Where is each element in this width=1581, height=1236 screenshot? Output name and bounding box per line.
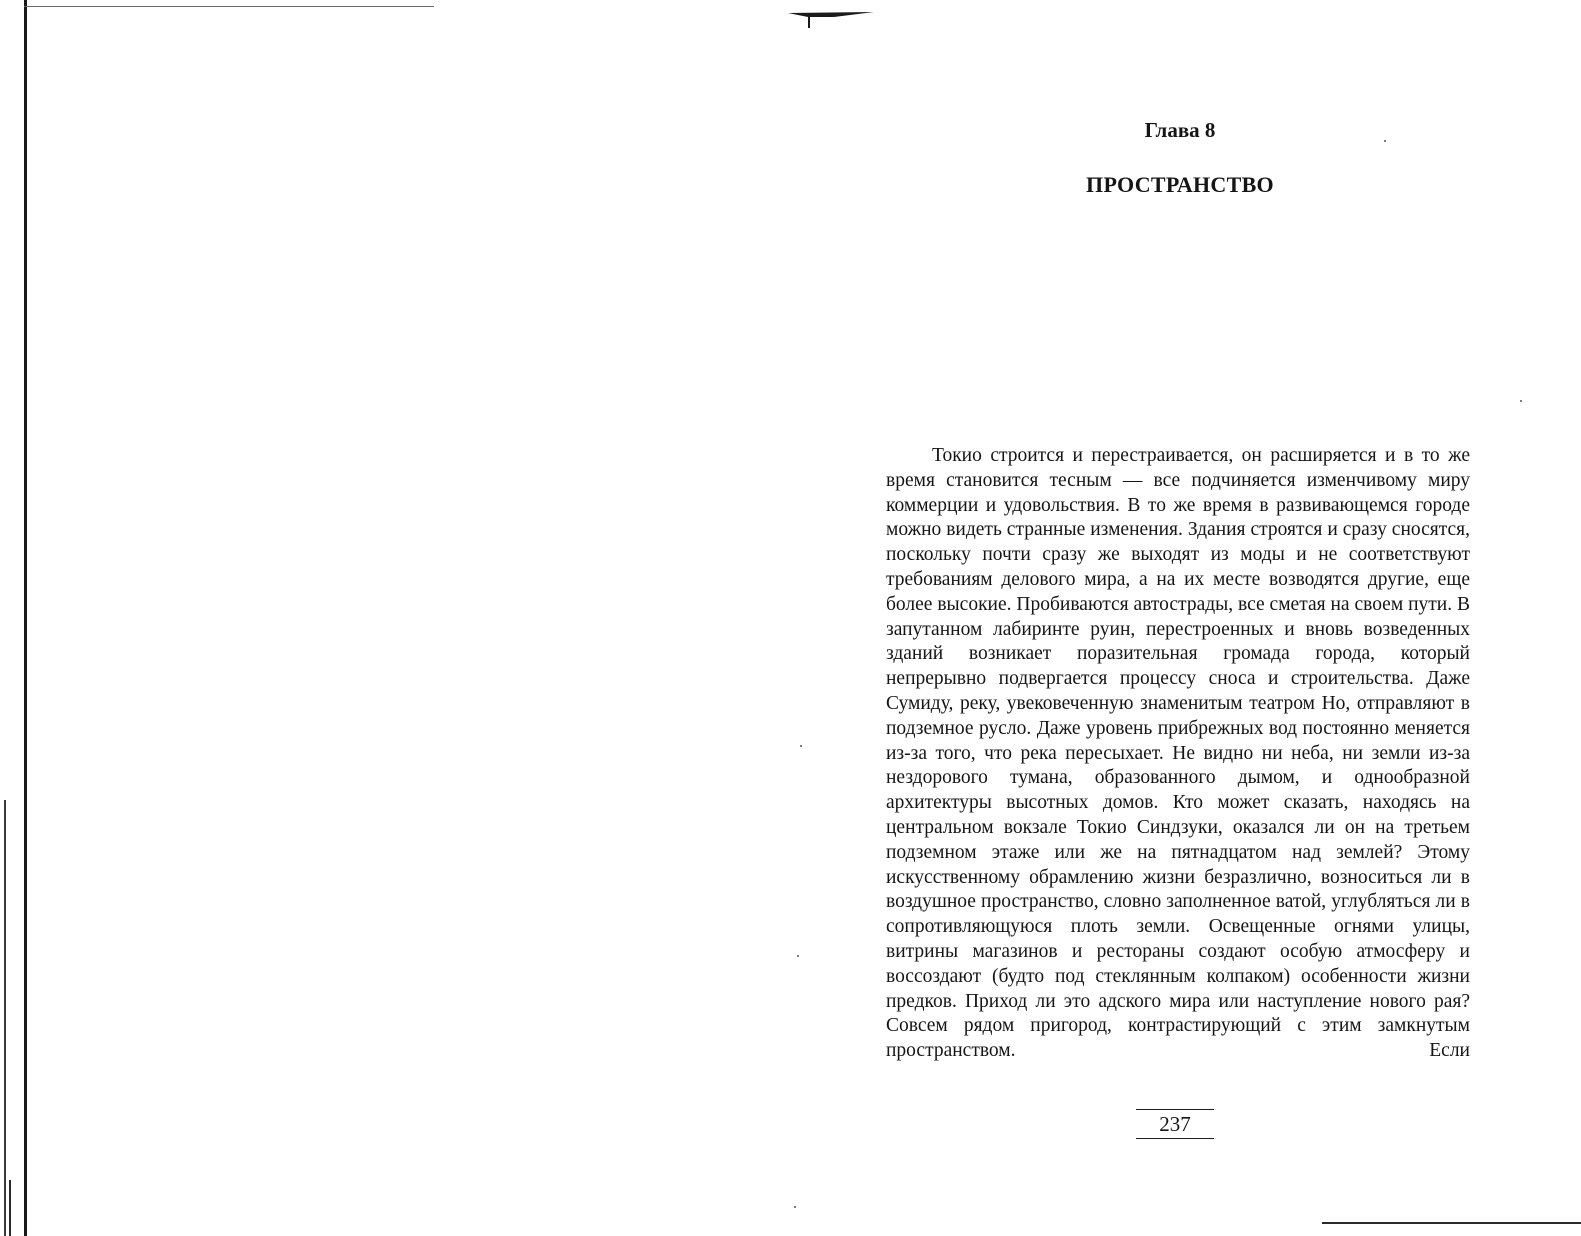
chapter-title: ПРОСТРАНСТВО [1086,172,1274,197]
scan-edge-bottom-left-inner [9,1180,11,1236]
scan-speck [797,955,799,957]
chapter-body-paragraph: Токио строится и перестраивается, он расширяется и в то же время становится тесным — все подчиняется изменчивому миру коммерции и удовольствия. В то же время в развивающемся городе можно видеть странные изменения. Здания строятся и сразу сносятся, поскольку почти сразу же выходят из моды и не соответствуют требованиям делового мира, а на их месте возводятся другие, еще более высокие. Пробиваются автострады, все сметая на своем пути. В запутанном лабиринте руин, перестроенных и вновь возведенных зданий возникает поразительная громада города, который непрерывно подвергается процессу сноса и строительства. Даже Сумиду, реку, увековеченную знаменитым театром Но, отправляют в подземное русло. Даже уровень прибрежных вод постоянно меняется из-за того, что река пересыхает. Не видно ни неба, ни земли из-за нездорового тумана, образованного дымом, и однообразной архитектуры высотных домов. Кто может сказать, находясь на центральном вокзале Токио Синдзуки, оказался ли он на третьем подземном этаже или же на пятнадцатом над землей? Этому искусственному обрамлению жизни безразлично, возноситься ли в воздушное пространство, словно заполненное ватой, углубляться ли в сопротивляющуюся плоть земли. Освещенные огнями улицы, витрины магазинов и рестораны создают особую атмосферу и воссоздают (будто под стеклянным колпаком) особенности жизни предков. Приход ли это адского мира или наступление нового рая? Совсем рядом пригород, контрастирующий с этим замкнутым пространством. Если [886,445,1470,1062]
page-number: 237 [1159,1112,1191,1136]
scan-speck [800,745,802,747]
gutter-binding-mark [788,10,874,30]
page-number-rule-bottom [1136,1138,1214,1139]
scan-edge-left [24,0,27,1236]
chapter-number: Глава 8 [1144,118,1216,142]
right-page [880,0,1480,1236]
scan-edge-bottom-left [4,800,6,1236]
scan-speck [1520,400,1522,402]
scan-speck [794,1206,796,1208]
scan-edge-top [24,6,434,7]
page-number-rule-top [1136,1109,1214,1110]
